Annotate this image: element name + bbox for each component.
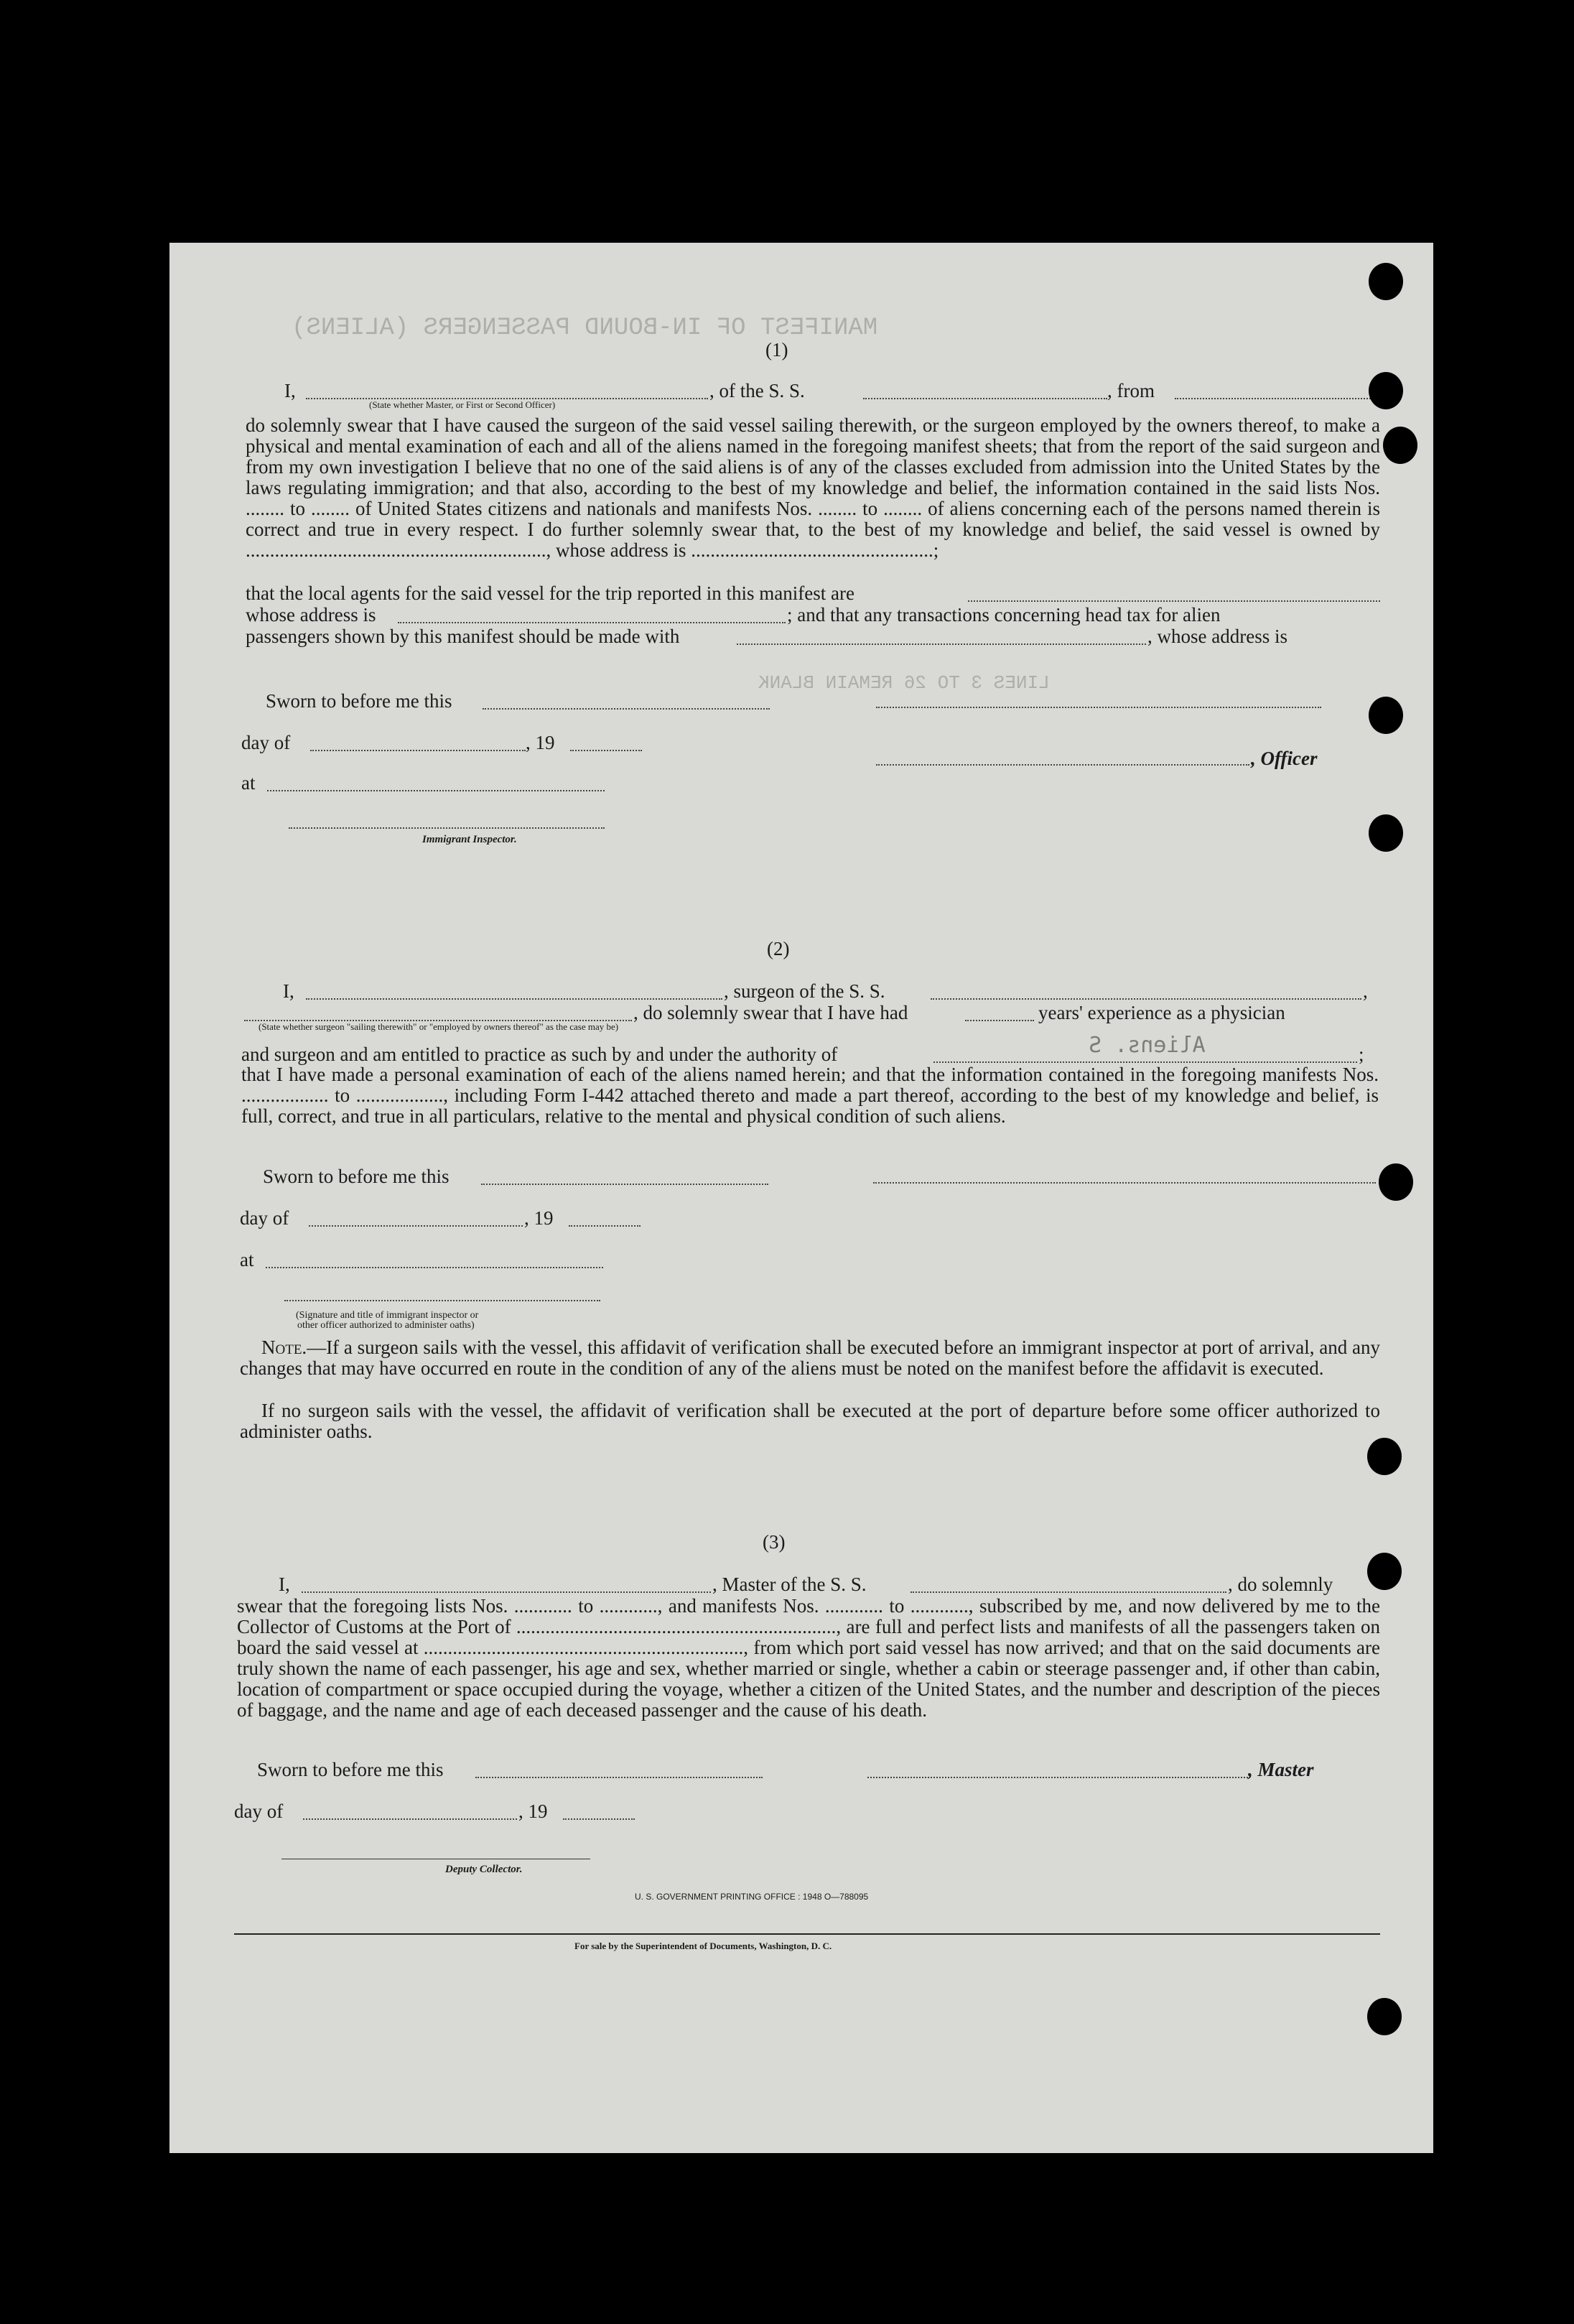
note-heading: Note. [261,1337,307,1358]
section-2-number: (2) [767,938,790,959]
authority-line: and surgeon and am entitled to practice as such by and under the authority of [241,1044,838,1065]
surgeon-note-paragraph [240,1337,1380,1379]
section-3-i: I, [279,1574,290,1595]
at-field-1[interactable] [267,790,605,791]
surgeon-signature-field[interactable] [873,1182,1376,1184]
sworn-label-3: Sworn to before me this [257,1759,444,1780]
authority-field[interactable] [933,1061,1357,1063]
bleed-through-lines: LINES 3 TO 26 REMAIN BLANK [758,672,1050,694]
day-field-2[interactable] [309,1225,523,1227]
surgeon-vessel-field[interactable] [931,998,1361,1000]
form-page [169,243,1433,2153]
day-field-3[interactable] [303,1818,517,1820]
sworn-label-1: Sworn to before me this [266,690,452,712]
vessel-name-field[interactable] [863,398,1107,399]
punch-hole-8 [1367,1553,1402,1590]
inspector-signature-field[interactable] [289,827,605,829]
section-3-paragraph: swear that the foregoing lists Nos. ............ to ............, and manifests Nos. ............ to ............, subscribed by me, and now delivered by me to the Collector of Customs at the Port of .................................................................., are full and perfect lists and manifests of all the passengers taken on board the said vessel at .................................................................., from which port said vessel has now arrived; and that on the said documents are truly shown the name of each passenger, his age and sex, whether married or single, whether a cabin or steerage passenger and, if other than cabin, location of compartment or space occupied during the voyage, whether a citizen of the United States, and the number and description of the pieces of baggage, and the name and age of each deceased passenger and the cause of his death. [237,1595,1380,1721]
sworn-date-field-3[interactable] [475,1777,763,1778]
master-signature-field[interactable] [867,1777,1248,1778]
surgeon-swear-text: , do solemnly swear that I have had [633,1002,908,1023]
experience-years-field[interactable] [965,1020,1034,1021]
day-field-1[interactable] [310,750,526,751]
comma: , [1363,980,1368,1002]
surgeon-name-field[interactable] [306,998,722,1000]
surgeon-note: (State whether surgeon "sailing therewith" or "employed by owners thereof" as the case may be) [259,1021,619,1032]
inspector-label: Immigrant Inspector. [422,834,517,845]
signature-note-2: other officer authorized to administer oaths) [297,1320,475,1331]
note-text: —If a surgeon sails with the vessel, this affidavit of verification shall be executed before an immigrant inspector at port of arrival, and any changes that may have occurred en route in the condition of any of the aliens must be noted on the manifest before the affidavit is executed. [240,1337,1380,1379]
section-2-paragraph: that I have made a personal examination of each of the aliens named herein; and that the information contained in the foregoing manifests Nos. .................. to .................., including Form I-442 attached thereto and made a part thereof, according to the best of my knowledge and belief, is full, correct, and true in all particulars, relative to the mental and physical condition of such aliens. [241,1064,1379,1127]
semicolon: ; [1359,1044,1364,1065]
sworn-date-field-1[interactable] [483,708,770,710]
officer-signature-field[interactable] [876,764,1249,766]
punch-hole-1 [1369,263,1403,300]
inspector-signature-field-2[interactable] [284,1300,600,1301]
punch-hole-5 [1369,814,1403,852]
agents-field[interactable] [968,600,1380,602]
punch-hole-9 [1367,1998,1402,2035]
master-vessel-label: , Master of the S. S. [712,1574,867,1595]
officer-signature-line-top[interactable] [876,707,1321,708]
punch-hole-6 [1379,1163,1413,1201]
head-tax-line: passengers shown by this manifest should be made with [246,626,680,647]
bleed-through-header: MANIFEST OF IN-BOUND PASSENGERS (ALIENS) [292,315,878,342]
section-1-i: I, [284,380,296,401]
year-label-2: , 19 [524,1207,554,1229]
sworn-date-field-2[interactable] [481,1184,768,1185]
master-note: (State whether Master, or First or Second Officer) [369,399,556,410]
head-tax-address-label: , whose address is [1147,626,1287,647]
day-of-label-1: day of [241,732,291,753]
footer-rule [234,1933,1380,1935]
punch-hole-2 [1369,372,1403,409]
at-field-2[interactable] [266,1267,603,1268]
from-label: , from [1107,380,1155,401]
at-label-2: at [240,1249,254,1270]
day-of-label-3: day of [234,1800,284,1822]
surgeon-note-paragraph-2 [240,1400,1380,1442]
experience-label: years' experience as a physician [1038,1002,1285,1023]
vessel-label: , of the S. S. [709,380,805,401]
master-label: , Master [1248,1759,1314,1780]
at-label-1: at [241,772,256,794]
agents-address-label: whose address is [246,604,376,626]
year-field-3[interactable] [563,1818,635,1820]
master-vessel-field[interactable] [911,1591,1226,1593]
collector-label: Deputy Collector. [445,1864,523,1875]
section-2-i: I, [283,980,294,1002]
punch-hole-7 [1367,1438,1402,1475]
signature-note-1: (Signature and title of immigrant inspector or [296,1310,479,1321]
head-tax-agent-field[interactable] [737,643,1146,645]
punch-hole-3 [1383,427,1417,464]
year-field-2[interactable] [569,1225,641,1227]
from-port-field[interactable] [1175,398,1390,399]
day-of-label-2: day of [240,1207,289,1229]
officer-label: , Officer [1251,748,1318,769]
gpo-imprint: U. S. GOVERNMENT PRINTING OFFICE : 1948 O—788095 [635,1892,869,1902]
surgeon-vessel-label: , surgeon of the S. S. [724,980,885,1002]
head-tax-text: ; and that any transactions concerning head tax for alien [787,604,1221,626]
handwritten-annotation: Aliens. S [1089,1033,1206,1058]
sale-notice: For sale by the Superintendent of Documents, Washington, D. C. [574,1940,832,1951]
year-field-1[interactable] [570,750,642,751]
solemnly-label: , do solemnly [1228,1574,1333,1595]
year-label-1: , 19 [526,732,555,753]
section-1-number: (1) [765,339,788,361]
section-3-number: (3) [763,1531,786,1553]
agents-address-field[interactable] [398,622,786,623]
note-text-2: If no surgeon sails with the vessel, the affidavit of verification shall be executed at the port of departure before some officer authorized to administer oaths. [240,1400,1380,1442]
section-1-paragraph: do solemnly swear that I have caused the surgeon of the said vessel sailing therewith, or the surgeon employed by the owners thereof, to make a physical and mental examination of each and all of the aliens named in the foregoing manifest sheets; that from the report of the said surgeon and from my own investigation I believe that no one of the said aliens is of any of the classes excluded from admission into the United States by the laws regulating immigration; and that also, according to the best of my knowledge and belief, the information contained in the said lists Nos. ........ to ........ of United States citizens and nationals and manifests Nos. ........ to ........ of aliens concerning each of the persons named therein is correct and true in every respect. I do further solemnly swear that, to the best of my knowledge and belief, the said vessel is owned by .............................................................., whose address is ..................................................; [246,414,1380,561]
punch-hole-4 [1369,697,1403,734]
agents-line-1: that the local agents for the said vessel for the trip reported in this manifest are [246,582,854,604]
master-name-field-3[interactable] [302,1591,711,1593]
year-label-3: , 19 [518,1800,548,1822]
sworn-label-2: Sworn to before me this [263,1166,450,1187]
